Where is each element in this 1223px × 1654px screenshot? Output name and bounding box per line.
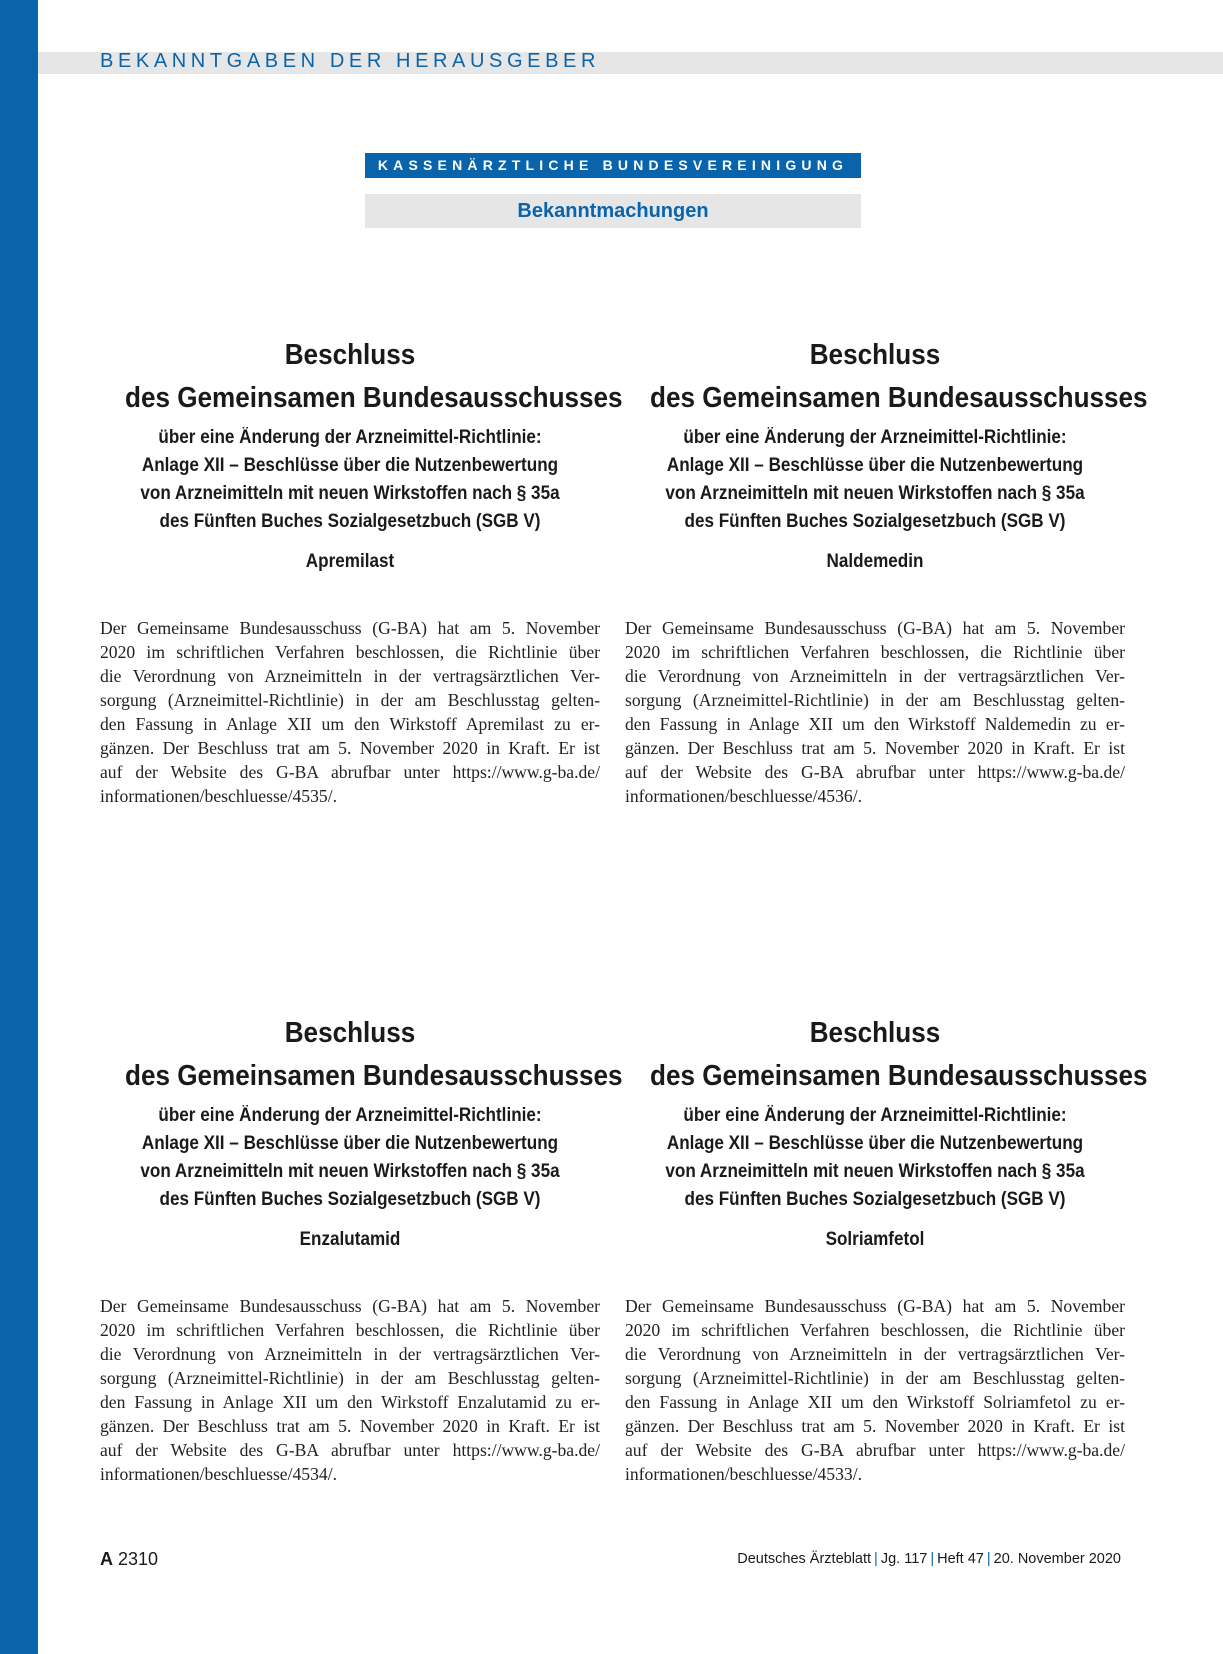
body-line: gänzen. Der Beschluss trat am 5. November 2020 in Kraft. Er ist	[625, 738, 1125, 758]
notice-title-line1: Beschluss	[809, 1017, 941, 1049]
journal-issue: Heft 47	[937, 1551, 984, 1567]
notice-body	[625, 616, 1125, 808]
body-line: den Fassung in Anlage XII um den Wirkstoff Naldemedin zu er-	[625, 714, 1125, 734]
subtitle-line: des Fünften Buches Sozialgesetzbuch (SGB V)	[684, 511, 1066, 532]
body-line: sorgung (Arzneimittel-Richtlinie) in der am Beschlusstag gelten-	[625, 1368, 1125, 1388]
drug-name: Solriamfetol	[825, 1229, 925, 1250]
subtitle-line: von Arzneimitteln mit neuen Wirkstoffen nach § 35a	[665, 1161, 1085, 1182]
drug-name: Enzalutamid	[299, 1229, 401, 1250]
body-line: Der Gemeinsame Bundesausschuss (G-BA) hat am 5. November	[625, 1296, 1125, 1316]
section-label: BEKANNTGABEN DER HERAUSGEBER	[100, 50, 600, 72]
body-line: informationen/beschluesse/4535/.	[100, 786, 337, 806]
separator: |	[930, 1551, 935, 1567]
subtitle-line: des Fünften Buches Sozialgesetzbuch (SGB V)	[159, 1189, 541, 1210]
subtitle-line: Anlage XII – Beschlüsse über die Nutzenbewertung	[666, 455, 1084, 476]
subtitle-line: über eine Änderung der Arzneimittel-Richtlinie:	[683, 427, 1067, 448]
subtitle-line: des Fünften Buches Sozialgesetzbuch (SGB V)	[159, 511, 541, 532]
subtitle-line: von Arzneimitteln mit neuen Wirkstoffen nach § 35a	[140, 483, 560, 504]
page-number	[100, 1549, 158, 1570]
body-line: auf der Website des G-BA abrufbar unter https://www.g-ba.de/	[100, 762, 600, 782]
subtitle-line: Anlage XII – Beschlüsse über die Nutzenbewertung	[666, 1133, 1084, 1154]
subtitle-line: des Fünften Buches Sozialgesetzbuch (SGB V)	[684, 1189, 1066, 1210]
body-line: informationen/beschluesse/4536/.	[625, 786, 862, 806]
body-line: 2020 im schriftlichen Verfahren beschlossen, die Richtlinie über	[100, 642, 600, 662]
notice-title-line2: des Gemeinsamen Bundesausschusses	[650, 1060, 1148, 1092]
subtitle-line: über eine Änderung der Arzneimittel-Richtlinie:	[683, 1105, 1067, 1126]
body-line: die Verordnung von Arzneimitteln in der vertragsärztlichen Ver-	[100, 666, 600, 686]
body-line: auf der Website des G-BA abrufbar unter https://www.g-ba.de/	[100, 1440, 600, 1460]
body-line: den Fassung in Anlage XII um den Wirkstoff Enzalutamid zu er-	[100, 1392, 600, 1412]
body-line: informationen/beschluesse/4533/.	[625, 1464, 862, 1484]
body-line: den Fassung in Anlage XII um den Wirkstoff Solriamfetol zu er-	[625, 1392, 1125, 1412]
subtitle-line: Anlage XII – Beschlüsse über die Nutzenbewertung	[141, 1133, 559, 1154]
page-number-value: 2310	[118, 1549, 159, 1569]
notice-subtitle	[125, 1102, 575, 1214]
body-line: 2020 im schriftlichen Verfahren beschlossen, die Richtlinie über	[625, 1320, 1125, 1340]
left-color-bar	[0, 0, 38, 1654]
notice-title-line1: Beschluss	[284, 1017, 416, 1049]
body-line: Der Gemeinsame Bundesausschuss (G-BA) hat am 5. November	[100, 618, 600, 638]
notice-body	[100, 1294, 600, 1486]
notice-title-line2: des Gemeinsamen Bundesausschusses	[125, 382, 623, 414]
drug-name: Naldemedin	[826, 551, 924, 572]
body-line: die Verordnung von Arzneimitteln in der vertragsärztlichen Ver-	[100, 1344, 600, 1364]
notice-enzalutamid	[100, 1012, 623, 1486]
notice-subtitle	[650, 1102, 1100, 1214]
body-line: gänzen. Der Beschluss trat am 5. November 2020 in Kraft. Er ist	[100, 738, 600, 758]
body-line: 2020 im schriftlichen Verfahren beschlossen, die Richtlinie über	[625, 642, 1125, 662]
announcements-banner: Bekanntmachungen	[365, 194, 861, 228]
notice-title-line2: des Gemeinsamen Bundesausschusses	[125, 1060, 623, 1092]
body-line: sorgung (Arzneimittel-Richtlinie) in der am Beschlusstag gelten-	[100, 1368, 600, 1388]
body-line: auf der Website des G-BA abrufbar unter https://www.g-ba.de/	[625, 1440, 1125, 1460]
notice-subtitle	[125, 424, 575, 536]
notice-title-line1: Beschluss	[809, 339, 941, 371]
body-line: sorgung (Arzneimittel-Richtlinie) in der am Beschlusstag gelten-	[100, 690, 600, 710]
body-line: sorgung (Arzneimittel-Richtlinie) in der am Beschlusstag gelten-	[625, 690, 1125, 710]
notice-naldemedin	[625, 334, 1148, 808]
separator: |	[874, 1551, 878, 1567]
organization-banner: KASSENÄRZTLICHE BUNDESVEREINIGUNG	[365, 153, 861, 178]
notice-title-line1: Beschluss	[284, 339, 416, 371]
journal-name: Deutsches Ärzteblatt	[737, 1551, 872, 1567]
drug-name: Apremilast	[305, 551, 395, 572]
body-line: auf der Website des G-BA abrufbar unter https://www.g-ba.de/	[625, 762, 1125, 782]
separator: |	[986, 1551, 991, 1567]
body-line: die Verordnung von Arzneimitteln in der vertragsärztlichen Ver-	[625, 1344, 1125, 1364]
body-line: informationen/beschluesse/4534/.	[100, 1464, 337, 1484]
body-line: gänzen. Der Beschluss trat am 5. November 2020 in Kraft. Er ist	[100, 1416, 600, 1436]
notice-apremilast	[100, 334, 623, 808]
subtitle-line: über eine Änderung der Arzneimittel-Richtlinie:	[158, 427, 542, 448]
journal-volume: Jg. 117	[880, 1551, 928, 1567]
page-prefix: A	[100, 1549, 113, 1569]
body-line: gänzen. Der Beschluss trat am 5. November 2020 in Kraft. Er ist	[625, 1416, 1125, 1436]
body-line: den Fassung in Anlage XII um den Wirkstoff Apremilast zu er-	[100, 714, 600, 734]
body-line: 2020 im schriftlichen Verfahren beschlossen, die Richtlinie über	[100, 1320, 600, 1340]
body-line: Der Gemeinsame Bundesausschuss (G-BA) hat am 5. November	[625, 618, 1125, 638]
journal-citation	[737, 1551, 1121, 1567]
notice-body	[625, 1294, 1125, 1486]
subtitle-line: von Arzneimitteln mit neuen Wirkstoffen nach § 35a	[665, 483, 1085, 504]
notice-subtitle	[650, 424, 1100, 536]
subtitle-line: von Arzneimitteln mit neuen Wirkstoffen nach § 35a	[140, 1161, 560, 1182]
subtitle-line: über eine Änderung der Arzneimittel-Richtlinie:	[158, 1105, 542, 1126]
body-line: die Verordnung von Arzneimitteln in der vertragsärztlichen Ver-	[625, 666, 1125, 686]
notice-solriamfetol	[625, 1012, 1148, 1486]
body-line: Der Gemeinsame Bundesausschuss (G-BA) hat am 5. November	[100, 1296, 600, 1316]
journal-date: 20. November 2020	[993, 1551, 1121, 1567]
notice-body	[100, 616, 600, 808]
subtitle-line: Anlage XII – Beschlüsse über die Nutzenbewertung	[141, 455, 559, 476]
notice-title-line2: des Gemeinsamen Bundesausschusses	[650, 382, 1148, 414]
